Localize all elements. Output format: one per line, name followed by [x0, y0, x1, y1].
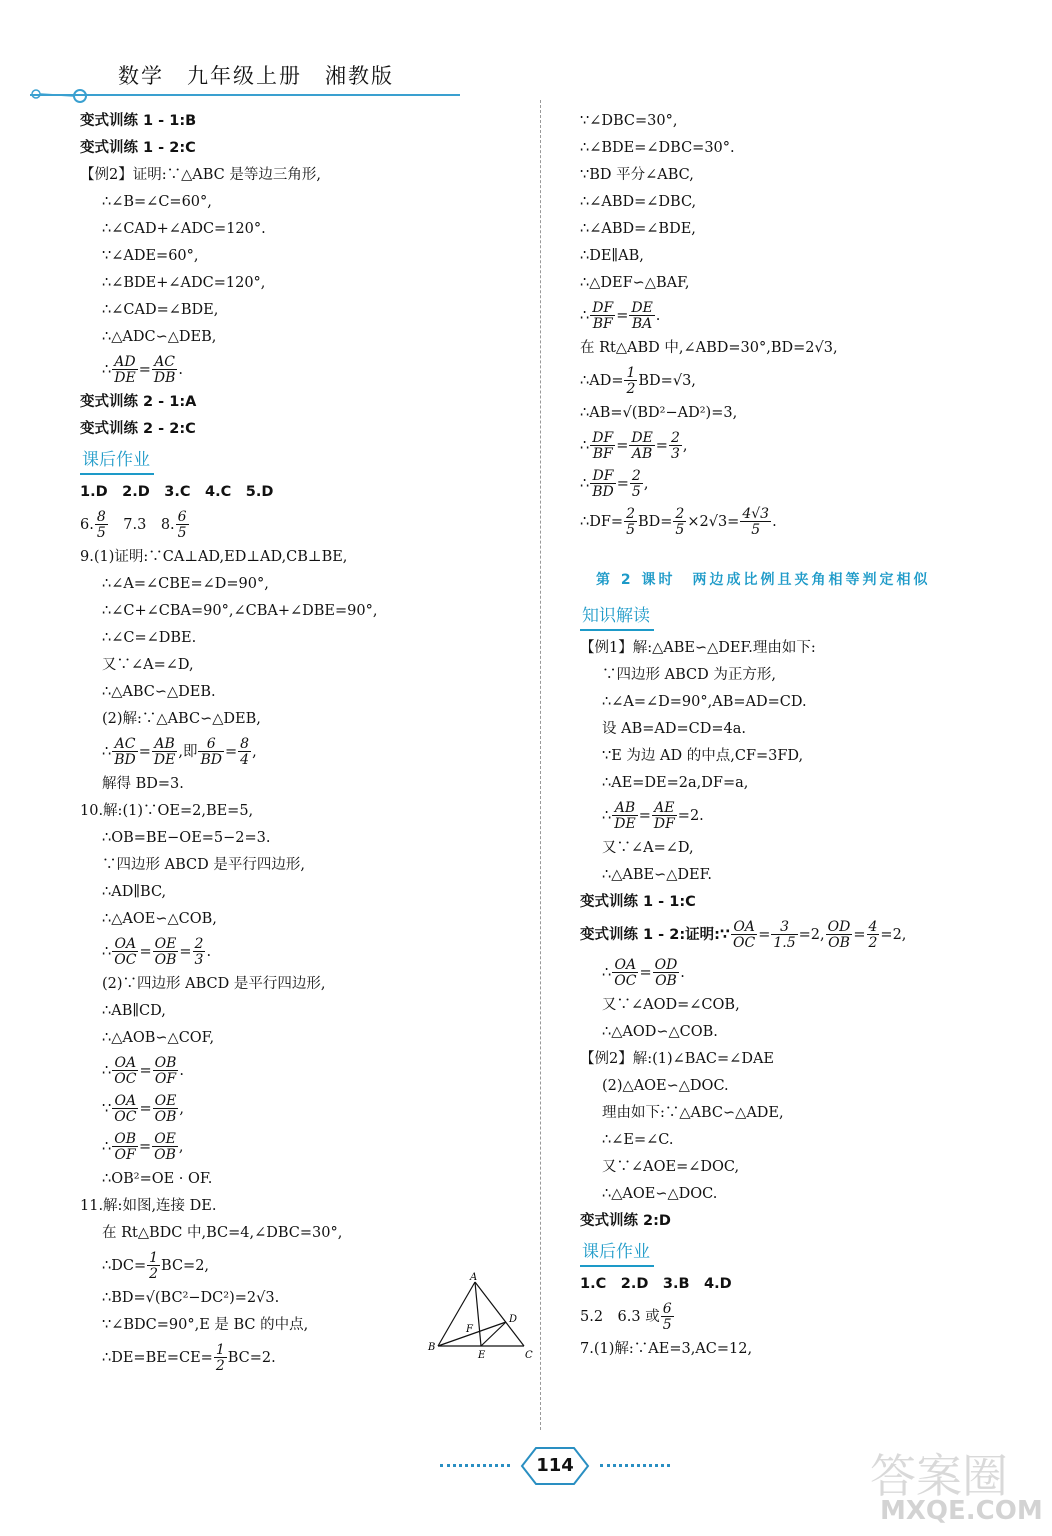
- proof-line: ∴ $\frac{DF}{BF}$ = $\frac{DE}{BA}$ .: [580, 300, 661, 332]
- proof-line: ∴DE=BE=CE= $\frac{1}{2}$ BC=2.: [102, 1342, 276, 1374]
- fraction: $\frac{6}{BD}$: [200, 736, 222, 768]
- proof-line: ∴△ADC∽△DEB,: [102, 329, 217, 345]
- answer-line: 变式训练 2 - 1:A: [80, 394, 197, 410]
- fraction: $\frac{OA}{OC}$: [114, 1093, 137, 1125]
- proof-line: ∵四边形 ABCD 为正方形,: [602, 667, 776, 683]
- proof-line: 又∵∠AOE=∠DOC,: [602, 1159, 740, 1175]
- proof-line: ∴∠BDE=∠DBC=30°.: [580, 140, 735, 156]
- proof-line: 9.(1)证明:∵CA⊥AD,ED⊥AD,CB⊥BE,: [80, 549, 348, 565]
- proof-line: ∴AD= $\frac{1}{2}$ BD=√3,: [580, 365, 696, 397]
- proof-line: ∴∠BDE+∠ADC=120°,: [102, 275, 266, 291]
- proof-line: 11.解:如图,连接 DE.: [80, 1198, 217, 1214]
- fraction: $\frac{2}{5}$: [675, 506, 685, 538]
- fraction: $\frac{OB}{OF}$: [154, 1055, 177, 1087]
- proof-line: (2)∵四边形 ABCD 是平行四边形,: [102, 976, 326, 992]
- proof-line: 设 AB=AD=CD=4a.: [602, 721, 746, 737]
- page-number-badge: [510, 1444, 600, 1488]
- page-number: 114: [536, 1455, 574, 1476]
- proof-line: ∴∠C+∠CBA=90°,∠CBA+∠DBE=90°,: [102, 603, 378, 619]
- fraction: $\frac{4}{2}$: [868, 919, 878, 951]
- fraction: $\frac{DE}{BA}$: [631, 300, 653, 332]
- proof-line: 理由如下:∵△ABC∽△ADE,: [602, 1105, 784, 1121]
- proof-line: ∴△ABE∽△DEF.: [602, 867, 713, 883]
- fraction: $\frac{4√3}{5}$: [742, 506, 770, 538]
- fraction: $\frac{OA}{OC}$: [114, 936, 137, 968]
- fraction: $\frac{OE}{OB}$: [154, 1093, 177, 1125]
- fraction: $\frac{3}{1.5}$: [773, 919, 796, 951]
- proof-line: 【例1】解:△ABE∽△DEF.理由如下:: [580, 640, 816, 656]
- fraction: $\frac{DF}{BD}$: [592, 468, 614, 500]
- proof-line: ∵∠ADE=60°,: [102, 248, 199, 264]
- proof-line: (2)解:∵△ABC∽△DEB,: [102, 711, 261, 727]
- answer-line: 5.2 6.3 或 $\frac{6}{5}$: [580, 1301, 672, 1333]
- proof-line: ∴DF= $\frac{2}{5}$ BD= $\frac{2}{5}$ ×2√3= $\frac{4√3}{5}$ .: [580, 506, 777, 538]
- proof-line: 7.(1)解:∵AE=3,AC=12,: [580, 1341, 753, 1357]
- proof-line: ∵∠DBC=30°,: [580, 113, 678, 129]
- fraction: $\frac{2}{5}$: [626, 506, 635, 538]
- fraction: $\frac{8}{5}$: [96, 509, 106, 541]
- fraction: $\frac{1}{2}$: [626, 365, 636, 397]
- proof-line: ∴△AOB∽△COF,: [102, 1030, 215, 1046]
- proof-line: ∴DC= $\frac{1}{2}$ BC=2,: [102, 1250, 210, 1282]
- fraction: $\frac{OD}{OB}$: [654, 957, 678, 989]
- fraction: $\frac{AB}{DE}$: [614, 800, 636, 832]
- fraction: $\frac{AC}{DB}$: [153, 354, 176, 386]
- proof-line: 【例2】解:(1)∠BAC=∠DAE: [580, 1051, 775, 1067]
- fraction: $\frac{1}{2}$: [215, 1342, 225, 1374]
- fraction: $\frac{OE}{OB}$: [154, 1131, 176, 1163]
- section-heading-knowledge: 知识解读: [580, 603, 654, 631]
- proof-line: ∴△AOE∽△DOC.: [602, 1186, 718, 1202]
- fraction: $\frac{2}{3}$: [194, 936, 204, 968]
- answer-line: 变式训练 2:D: [580, 1213, 671, 1229]
- proof-line: ∴ $\frac{OB}{OF}$ = $\frac{OE}{OB}$ ,: [102, 1131, 184, 1163]
- proof-line: ∵BD 平分∠ABC,: [580, 167, 694, 183]
- right-column: [580, 108, 1020, 1363]
- proof-line: 又∵∠A=∠D,: [602, 840, 694, 856]
- column-divider: [540, 100, 541, 1430]
- proof-line: ∵ $\frac{OA}{OC}$ = $\frac{OE}{OB}$ ,: [102, 1093, 184, 1125]
- point-label-d: D: [509, 1314, 518, 1325]
- fraction: $\frac{AB}{DE}$: [153, 736, 176, 768]
- section-heading-homework: 课后作业: [580, 1239, 654, 1267]
- proof-line: ∵E 为边 AD 的中点,CF=3FD,: [602, 748, 804, 764]
- point-label-f: F: [466, 1324, 473, 1335]
- proof-line: ∴△DEF∽△BAF,: [580, 275, 690, 291]
- proof-line: ∴AB=√(BD²−AD²)=3,: [580, 405, 738, 421]
- footer-dots-left: [440, 1464, 510, 1467]
- watermark-url: MXQE.COM: [880, 1496, 1043, 1526]
- proof-line: ∵∠BDC=90°,E 是 BC 的中点,: [102, 1317, 309, 1333]
- fraction: $\frac{AC}{BD}$: [114, 736, 136, 768]
- fraction: $\frac{2}{3}$: [670, 430, 680, 462]
- proof-line: ∵四边形 ABCD 是平行四边形,: [102, 857, 305, 873]
- fraction: $\frac{AE}{DF}$: [653, 800, 675, 832]
- fraction: $\frac{8}{4}$: [240, 736, 250, 768]
- fraction: $\frac{OD}{OB}$: [827, 919, 851, 951]
- proof-line: 【例2】证明:∵△ABC 是等边三角形,: [80, 167, 321, 183]
- watermark: 答案圈: [870, 1449, 1008, 1503]
- proof-line: ∴∠CAD+∠ADC=120°.: [102, 221, 266, 237]
- proof-line: ∴ $\frac{AC}{BD}$ = $\frac{AB}{DE}$ ,即 $\frac{6}{BD}$ = $\frac{8}{4}$ ,: [102, 736, 257, 768]
- triangle-figure: [420, 1270, 535, 1365]
- proof-line: ∴OB²=OE · OF.: [102, 1171, 213, 1187]
- proof-line: ∴∠ABD=∠BDE,: [580, 221, 696, 237]
- proof-line: (2)△AOE∽△DOC.: [602, 1078, 729, 1094]
- fraction: $\frac{DE}{AB}$: [631, 430, 653, 462]
- proof-line: ∴∠CAD=∠BDE,: [102, 302, 219, 318]
- proof-line: ∴AE=DE=2a,DF=a,: [602, 775, 749, 791]
- lesson-title: 第 2 课时 两边成比例且夹角相等判定相似: [596, 572, 931, 588]
- proof-line: ∴△AOE∽△COB,: [102, 911, 217, 927]
- point-label-e: E: [478, 1350, 486, 1361]
- proof-line: ∴ $\frac{OA}{OC}$ = $\frac{OD}{OB}$ .: [602, 957, 685, 989]
- proof-line: ∴ $\frac{AB}{DE}$ = $\frac{AE}{DF}$ =2.: [602, 800, 704, 832]
- answer-line: 变式训练 1 - 1:B: [80, 113, 197, 129]
- left-column: [80, 108, 530, 1377]
- point-label-a: A: [470, 1272, 478, 1283]
- proof-line: ∴ $\frac{OA}{OC}$ = $\frac{OE}{OB}$ = $\frac{2}{3}$ .: [102, 936, 212, 968]
- section-heading-homework: 课后作业: [80, 447, 154, 475]
- fraction: $\frac{AD}{DE}$: [114, 354, 136, 386]
- point-label-b: B: [428, 1342, 436, 1353]
- answer-line: 变式训练 2 - 2:C: [80, 421, 196, 437]
- fraction: $\frac{2}{5}$: [631, 468, 641, 500]
- proof-line: ∴∠E=∠C.: [602, 1132, 674, 1148]
- proof-line: 10.解:(1)∵OE=2,BE=5,: [80, 803, 254, 819]
- text: ∴: [102, 362, 112, 378]
- proof-line: ∴ $\frac{AD}{DE}$ = $\frac{AC}{DB}$ .: [102, 354, 183, 386]
- answer-line: 1.D 2.D 3.C 4.C 5.D: [80, 484, 274, 500]
- proof-line: 变式训练 1 - 2:证明:∵ $\frac{OA}{OC}$ = $\frac{3}{1.5}$ =2, $\frac{OD}{OB}$ = $\frac{4}{2}$ =2,: [580, 919, 907, 951]
- fraction: $\frac{6}{5}$: [177, 509, 187, 541]
- footer-dots-right: [600, 1464, 670, 1467]
- proof-line: ∴ $\frac{OA}{OC}$ = $\frac{OB}{OF}$ .: [102, 1055, 184, 1087]
- fraction: $\frac{OE}{OB}$: [154, 936, 177, 968]
- proof-line: 又∵∠AOD=∠COB,: [602, 997, 740, 1013]
- fraction: $\frac{DF}{BF}$: [592, 300, 614, 332]
- proof-line: ∴AB∥CD,: [102, 1003, 166, 1019]
- proof-line: ∴∠A=∠CBE=∠D=90°,: [102, 576, 269, 592]
- fraction: $\frac{OA}{OC}$: [114, 1055, 137, 1087]
- answer-line: 1.C 2.D 3.B 4.D: [580, 1276, 732, 1292]
- proof-line: ∴ $\frac{DF}{BD}$ = $\frac{2}{5}$ ,: [580, 468, 649, 500]
- proof-line: ∴∠B=∠C=60°,: [102, 194, 212, 210]
- fraction: $\frac{DF}{BF}$: [592, 430, 614, 462]
- proof-line: ∴△ABC∽△DEB.: [102, 684, 216, 700]
- proof-line: ∴ $\frac{DF}{BF}$ = $\frac{DE}{AB}$ = $\frac{2}{3}$ ,: [580, 430, 688, 462]
- proof-line: 在 Rt△BDC 中,BC=4,∠DBC=30°,: [102, 1225, 343, 1241]
- page-header: [30, 58, 460, 104]
- proof-line: ∴AD∥BC,: [102, 884, 167, 900]
- fraction: $\frac{OA}{OC}$: [614, 957, 637, 989]
- proof-line: 又∵∠A=∠D,: [102, 657, 194, 673]
- proof-line: ∴OB=BE−OE=5−2=3.: [102, 830, 271, 846]
- proof-line: ∴△AOD∽△COB.: [602, 1024, 718, 1040]
- fraction: $\frac{6}{5}$: [662, 1301, 672, 1333]
- header-rule: [30, 94, 460, 96]
- proof-line: ∴∠C=∠DBE.: [102, 630, 197, 646]
- fraction: $\frac{1}{2}$: [149, 1250, 159, 1282]
- answer-line: 6. $\frac{8}{5}$ 7.3 8. $\frac{6}{5}$: [80, 509, 187, 541]
- proof-line: 在 Rt△ABD 中,∠ABD=30°,BD=2√3,: [580, 340, 838, 356]
- proof-line: 解得 BD=3.: [102, 776, 184, 792]
- fraction: $\frac{OB}{OF}$: [114, 1131, 136, 1163]
- point-label-c: C: [525, 1350, 533, 1361]
- answer-line: 变式训练 1 - 2:C: [80, 140, 196, 156]
- header-title: 数学 九年级上册 湘教版: [118, 64, 394, 88]
- proof-line: ∴∠A=∠D=90°,AB=AD=CD.: [602, 694, 807, 710]
- proof-line: ∴BD=√(BC²−DC²)=2√3.: [102, 1290, 280, 1306]
- fraction: $\frac{OA}{OC}$: [733, 919, 756, 951]
- proof-line: ∴∠ABD=∠DBC,: [580, 194, 697, 210]
- answer-line: 变式训练 1 - 1:C: [580, 894, 696, 910]
- proof-line: ∴DE∥AB,: [580, 248, 644, 264]
